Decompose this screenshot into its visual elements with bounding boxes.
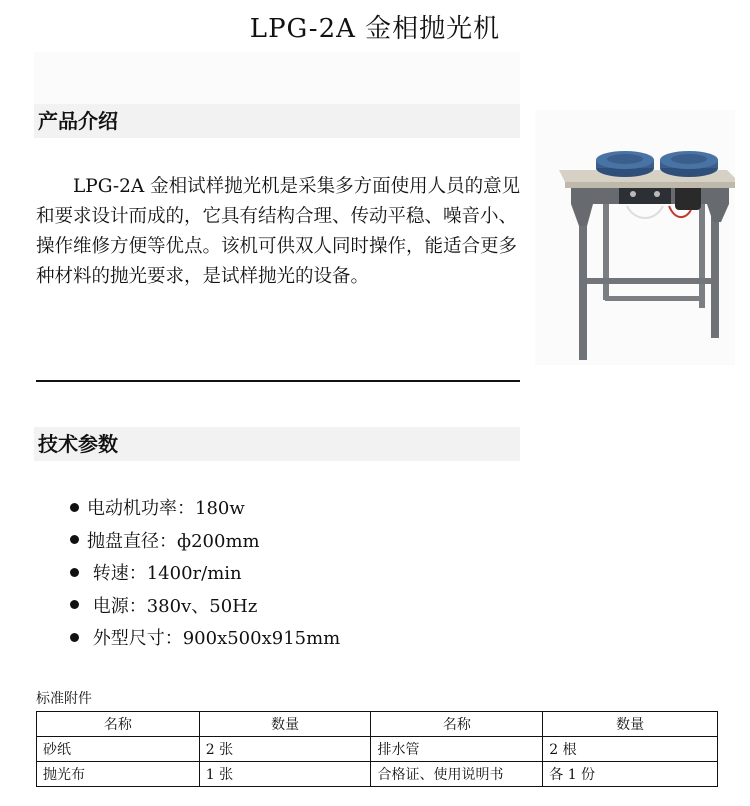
table-cell: 抛光布 [37,762,200,787]
intro-text: LPG-2A 金相试样抛光机是采集多方面使用人员的意见和要求设计而成的，它具有结构合理、传动平稳、噪音小、操作维修方便等优点。该机可供双人同时操作，能适合更多种材料的抛光要求，是试样抛光的设备。 [36,176,521,287]
spec-item [70,623,340,656]
column-header: 数量 [199,712,371,737]
accessories-table [36,711,718,787]
section-divider [36,380,520,382]
table-cell: 各 1 份 [543,762,718,787]
spec-item [70,493,340,526]
specs-list [70,493,340,656]
table-cell: 砂纸 [37,737,200,762]
table-row [37,737,718,762]
bullet-icon [70,633,79,642]
bullet-icon [70,568,79,577]
spec-text: 外型尺寸：900x500x915mm [87,628,341,649]
table-header-row [37,712,718,737]
spec-text: 转速：1400r/min [87,563,242,584]
specs-heading: 技术参数 [34,427,520,461]
table-cell: 2 根 [543,737,718,762]
product-photo [535,110,735,365]
header-band [34,52,520,107]
accessories-heading: 标准附件 [36,691,92,707]
spec-text: 电动机功率：180w [87,498,245,519]
column-header: 数量 [543,712,718,737]
column-header: 名称 [371,712,543,737]
table-cell: 合格证、使用说明书 [371,762,543,787]
page-title: LPG-2A 金相抛光机 [249,14,501,44]
spec-item [70,526,340,559]
table-cell: 2 张 [199,737,371,762]
polishing-machine-image [535,110,735,365]
spec-text: 抛盘直径：ф200mm [87,530,260,552]
bullet-icon [70,535,79,544]
bullet-icon [70,503,79,512]
column-header: 名称 [37,712,200,737]
spec-item [70,558,340,591]
bullet-icon [70,600,79,609]
spec-text: 电源：380v、50Hz [87,595,258,617]
spec-item [70,591,340,624]
intro-heading: 产品介绍 [34,104,520,138]
table-cell: 排水管 [371,737,543,762]
table-row [37,762,718,787]
table-cell: 1 张 [199,762,371,787]
